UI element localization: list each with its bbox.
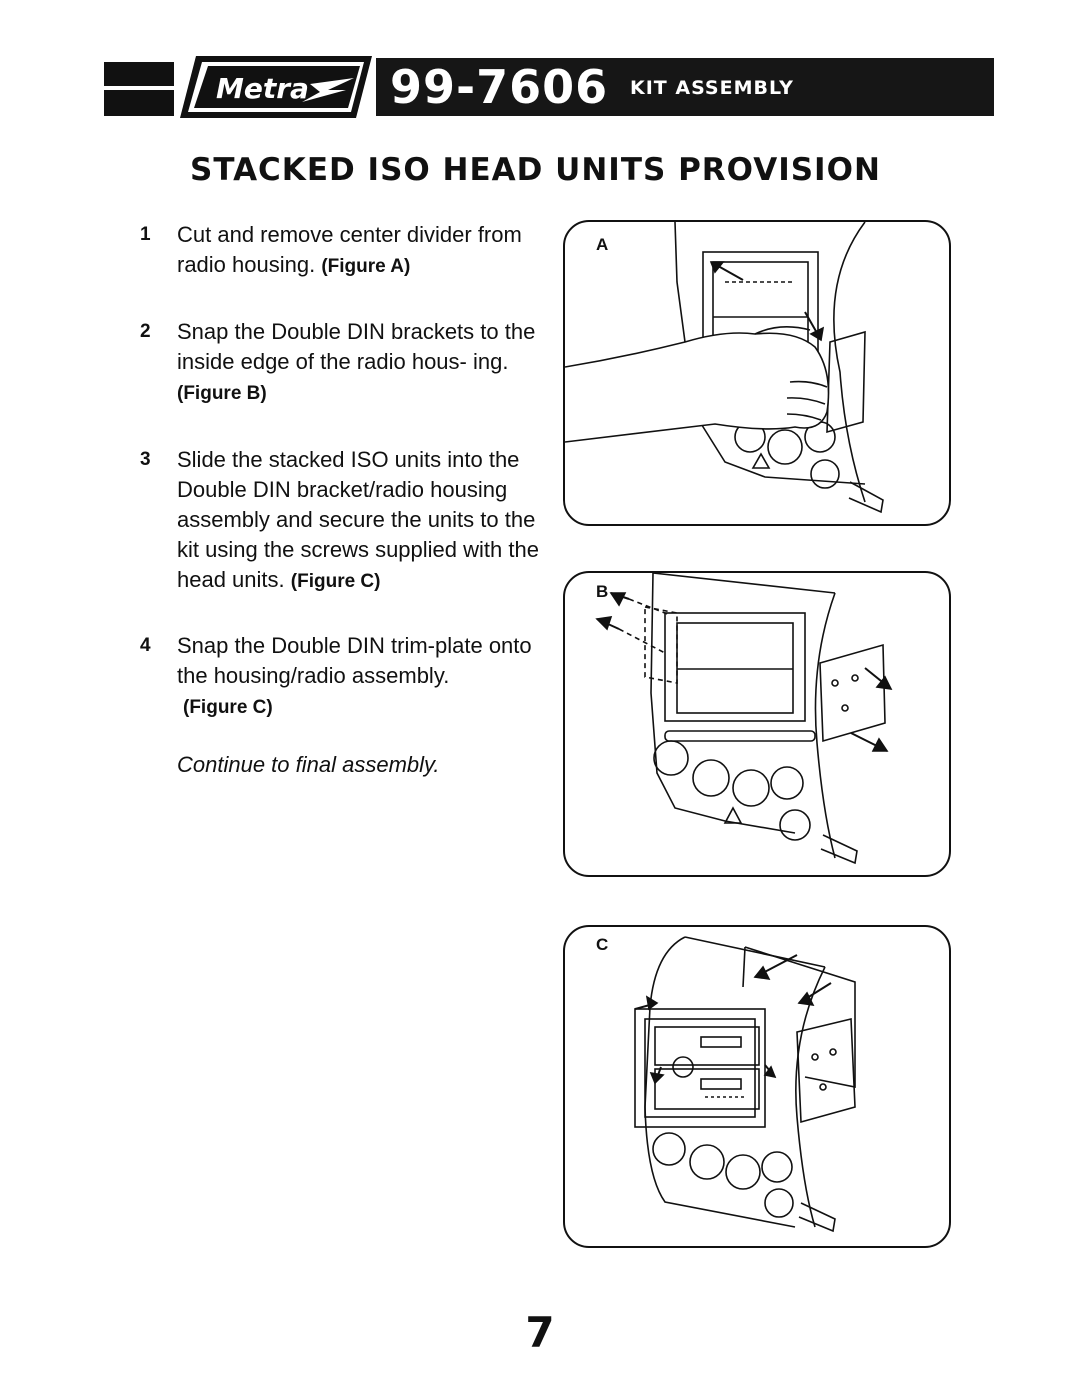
- figure-reference: (Figure C): [290, 571, 381, 592]
- step-number: 2: [140, 321, 151, 342]
- step-text: Snap the Double DIN brackets to the inside edge of the radio hous- ing.: [177, 319, 536, 374]
- step-number: 4: [140, 635, 151, 656]
- figure-label: C: [596, 935, 609, 954]
- step-3: [140, 445, 540, 597]
- step-text: Cut and remove center divider from radio housing.: [177, 222, 522, 277]
- page-number: 7: [525, 1308, 555, 1357]
- model-number: 99-7606: [390, 60, 609, 114]
- page-title: STACKED ISO HEAD UNITS PROVISION: [190, 152, 881, 188]
- metra-logo: [178, 54, 374, 120]
- svg-text:Metra: Metra: [216, 72, 309, 105]
- step-4: [140, 631, 540, 723]
- continue-note: Continue to final assembly.: [177, 752, 440, 777]
- figure-label: B: [596, 582, 609, 601]
- figure-reference: (Figure C): [183, 697, 273, 718]
- step-number: 1: [140, 224, 151, 245]
- step-number: 3: [140, 449, 151, 470]
- figure-reference: (Figure A): [321, 256, 411, 277]
- figure-label: A: [596, 235, 609, 254]
- step-text: Slide the stacked ISO units into the Double DIN bracket/radio housing assembly and secure the units to the kit using the screws supplied with the head units.: [177, 447, 539, 592]
- figure-b-panel: [563, 571, 951, 877]
- figure-a-panel: [563, 220, 951, 526]
- section-label: KIT ASSEMBLY: [630, 77, 794, 99]
- figure-reference: (Figure B): [177, 383, 267, 404]
- step-text: Snap the Double DIN trim-plate onto the housing/radio assembly.: [177, 633, 532, 688]
- header-bar-decoration: [104, 62, 174, 116]
- figure-b-illustration: [565, 573, 949, 875]
- figure-c-illustration: [565, 927, 949, 1246]
- figure-c-panel: [563, 925, 951, 1248]
- figure-a-illustration: [565, 222, 949, 524]
- step-2: [140, 317, 540, 409]
- step-1: [140, 220, 540, 282]
